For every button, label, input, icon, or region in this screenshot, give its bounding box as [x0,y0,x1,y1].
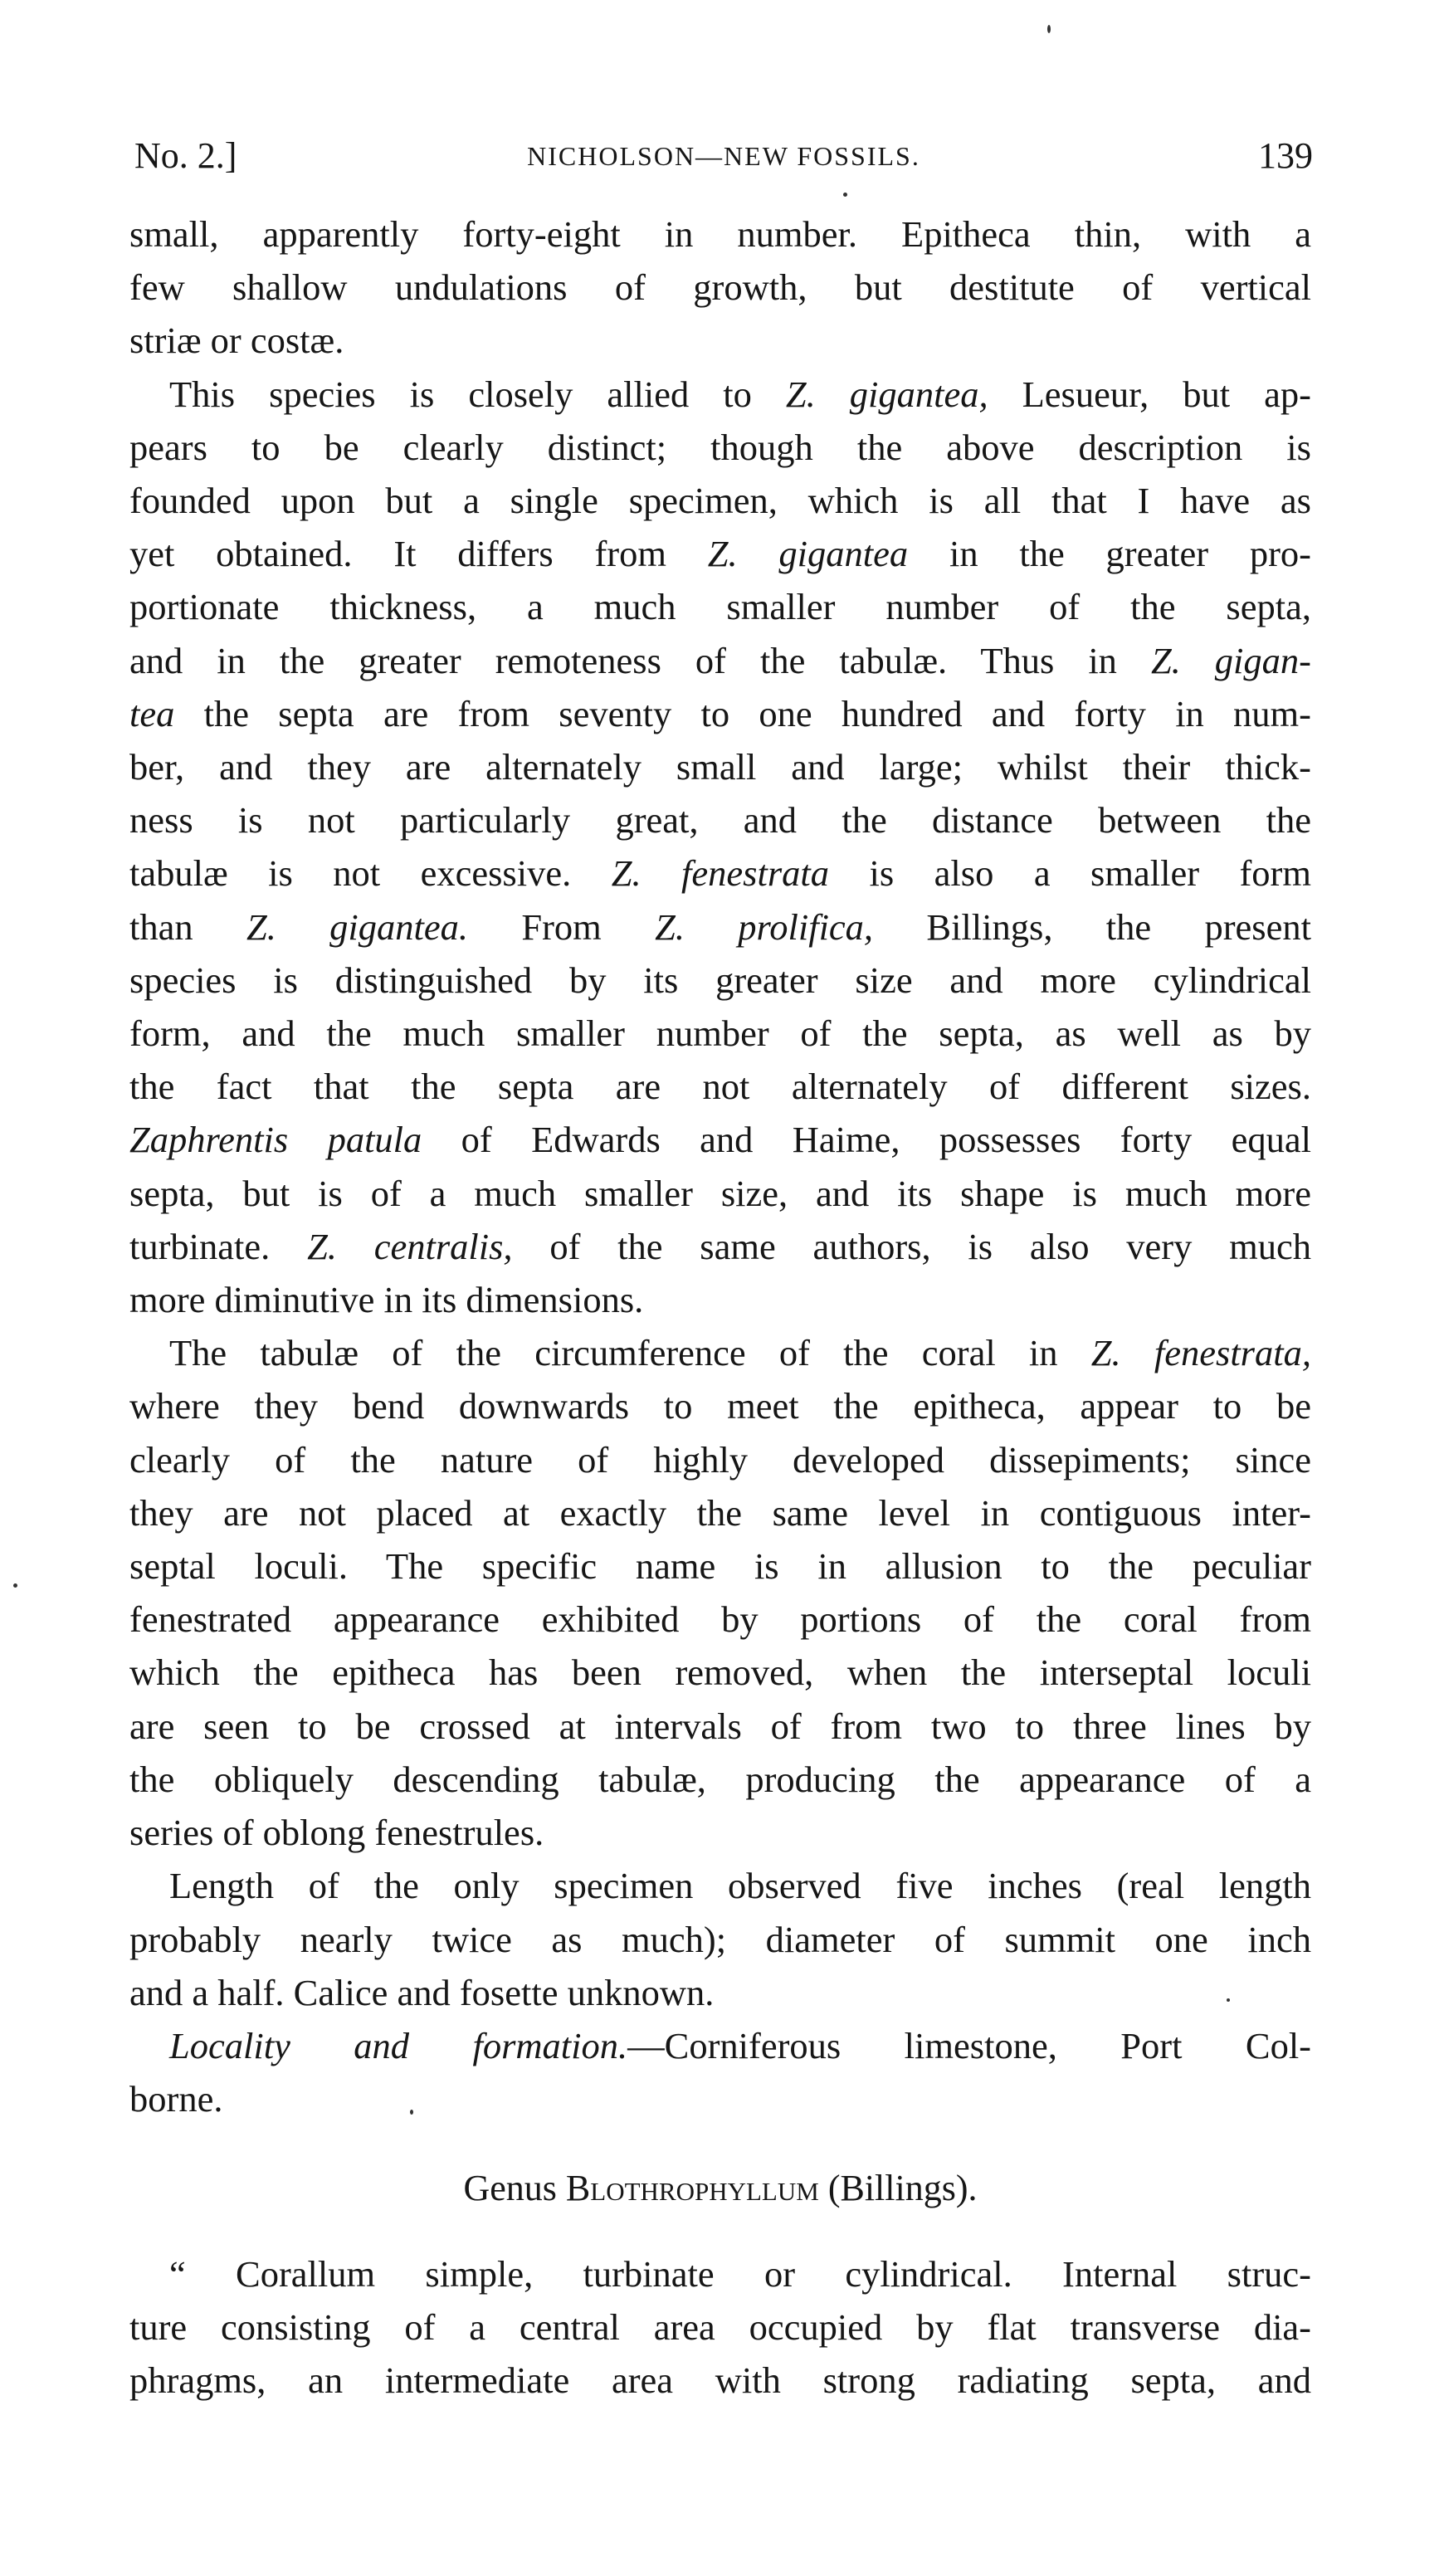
text-line: where they bend downwards to meet the epitheca, appear to be [129,1385,1311,1427]
text-line: probably nearly twice as much); diameter of summit one inch [129,1918,1311,1960]
text-line: are seen to be crossed at intervals of from two to three lines by [129,1705,1311,1747]
paragraph-tabulae [129,1326,1311,1859]
text-line: septal loculi. The specific name is in allusion to the peculiar [129,1545,1311,1588]
text-line: Zaphrentis patula of Edwards and Haime, possesses forty equal [129,1119,1311,1161]
text-line: more diminutive in its dimensions. [129,1279,644,1321]
text-line: pears to be clearly distinct; though the above description is [129,426,1311,468]
genus-heading: Genus Blothrophyllum (Billings). [463,2168,978,2209]
text-line: small, apparently forty-eight in number. Epitheca thin, with a [129,213,1311,255]
paragraph-locality [129,2019,1311,2125]
text-line: ber, and they are alternately small and large; whilst their thick- [129,746,1311,788]
text-line: and a half. Calice and fosette unknown. [129,1971,715,2013]
running-title: NICHOLSON—NEW FOSSILS. [527,141,920,171]
text-line: portionate thickness, a much smaller number of the septa, [129,586,1311,628]
paragraph-description-end [129,207,1311,368]
text-line: they are not placed at exactly the same level in contiguous inter- [129,1491,1311,1534]
text-line: fenestrated appearance exhibited by portions of the coral from [129,1598,1311,1641]
text-line: than Z. gigantea. From Z. prolifica, Billings, the present [129,905,1311,948]
running-header [134,134,1313,184]
text-line: and in the greater remoteness of the tabulæ. Thus in Z. gigan- [129,639,1311,681]
text-line: series of oblong fenestrules. [129,1812,544,1854]
paragraph-dimensions [129,1859,1311,2019]
text-line: founded upon but a single specimen, which is all that I have as [129,480,1311,522]
text-line: form, and the much smaller number of the septa, as well as by [129,1012,1311,1055]
paragraph-genus-quote [129,2247,1311,2408]
paragraph-comparison [129,368,1311,1327]
text-line: clearly of the nature of highly developed dissepiments; since [129,1438,1311,1481]
text-line: tabulæ is not excessive. Z. fenestrata is also a smaller form [129,852,1311,895]
text-line: which the epitheca has been removed, when the interseptal loculi [129,1651,1311,1694]
text-line: the obliquely descending tabulæ, producing the appearance of a [129,1758,1311,1800]
text-line: yet obtained. It differs from Z. gigantea in the greater pro- [129,533,1311,575]
article-body [129,207,1311,2407]
text-line: tea the septa are from seventy to one hundred and forty in num- [129,692,1311,734]
text-line: striæ or costæ. [129,320,344,362]
text-line: The tabulæ of the circumference of the coral in Z. fenestrata, [169,1332,1311,1374]
issue-number: No. 2.] [134,135,237,176]
text-line: borne. [129,2078,223,2120]
text-line: phragms, an intermediate area with strong radiating septa, and [129,2359,1311,2401]
text-line: ture consisting of a central area occupied by flat transverse dia- [129,2305,1311,2348]
text-line: ness is not particularly great, and the distance between the [129,799,1311,842]
text-line: species is distinguished by its greater size and more cylindrical [129,959,1311,1001]
text-line: “ Corallum simple, turbinate or cylindrical. Internal struc- [169,2252,1311,2295]
page-number: 139 [1258,135,1313,176]
text-line: the fact that the septa are not alternately of different sizes. [129,1066,1311,1108]
text-line: septa, but is of a much smaller size, and its shape is much more [129,1172,1311,1214]
text-line: turbinate. Z. centralis, of the same authors, is also very much [129,1225,1311,1267]
text-line: few shallow undulations of growth, but destitute of vertical [129,266,1311,309]
text-line: Length of the only specimen observed five inches (real length [169,1865,1311,1907]
text-line: Locality and formation.—Corniferous limestone, Port Col- [169,2024,1312,2066]
text-line: This species is closely allied to Z. gigantea, Lesueur, but ap- [169,373,1311,415]
